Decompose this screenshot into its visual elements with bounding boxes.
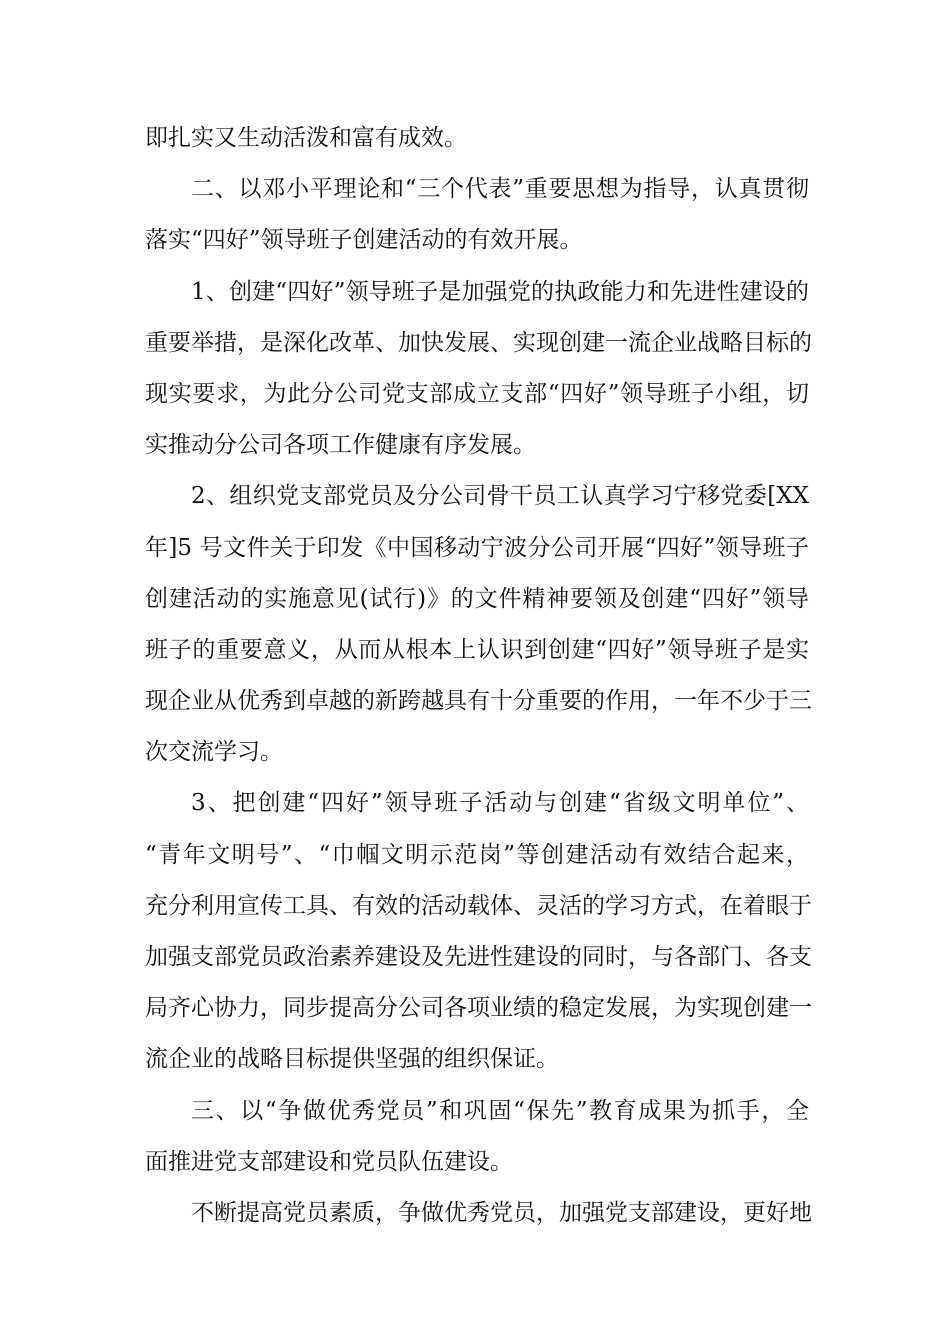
text-line: 三、以“争做优秀党员”和巩固“保先”教育成果为抓手，全 (191, 1097, 809, 1124)
text-line: “青年文明号”、“巾帼文明示范岗”等创建活动有效结合起来， (145, 841, 809, 868)
text-line: 二、以邓小平理论和“三个代表”重要思想为指导，认真贯彻 (191, 176, 809, 203)
text-line: 局齐心协力，同步提高分公司各项业绩的稳定发展，为实现创建一 (145, 995, 812, 1022)
text-line: 次交流学习。 (145, 739, 283, 766)
text-line: 重要举措，是深化改革、加快发展、实现创建一流企业战略目标的 (145, 329, 812, 356)
text-line: 班子的重要意义，从而从根本上认识到创建“四好”领导班子是实 (145, 636, 809, 663)
text-line: 面推进党支部建设和党员队伍建设。 (145, 1148, 513, 1175)
text-line: 落实“四好”领导班子创建活动的有效开展。 (145, 227, 583, 254)
document-body (145, 113, 812, 1239)
text-line: 充分利用宣传工具、有效的活动载体、灵活的学习方式，在着眼于 (145, 892, 812, 919)
text-line: 不断提高党员素质，争做优秀党员，加强党支部建设，更好地 (191, 1199, 812, 1226)
text-line: 现实要求，为此分公司党支部成立支部“四好”领导班子小组，切 (145, 380, 809, 407)
text-line: 流企业的战略目标提供坚强的组织保证。 (145, 1046, 559, 1073)
text-line: 3、把创建“四好”领导班子活动与创建“省级文明单位”、 (191, 790, 809, 817)
text-line: 加强支部党员政治素养建设及先进性建设的同时，与各部门、各支 (145, 944, 812, 970)
text-line: 2、组织党支部党员及分公司骨干员工认真学习宁移党委[XX (191, 483, 809, 510)
text-line: 创建活动的实施意见(试行)》的文件精神要领及创建“四好”领导 (145, 585, 809, 612)
text-line: 年]5 号文件关于印发《中国移动宁波分公司开展“四好”领导班子 (145, 534, 809, 561)
text-line: 1、创建“四好”领导班子是加强党的执政能力和先进性建设的 (191, 278, 809, 305)
text-line: 现企业从优秀到卓越的新跨越具有十分重要的作用，一年不少于三 (145, 688, 812, 715)
text-line: 即扎实又生动活泼和富有成效。 (145, 125, 467, 151)
text-line: 实推动分公司各项工作健康有序发展。 (145, 432, 536, 459)
